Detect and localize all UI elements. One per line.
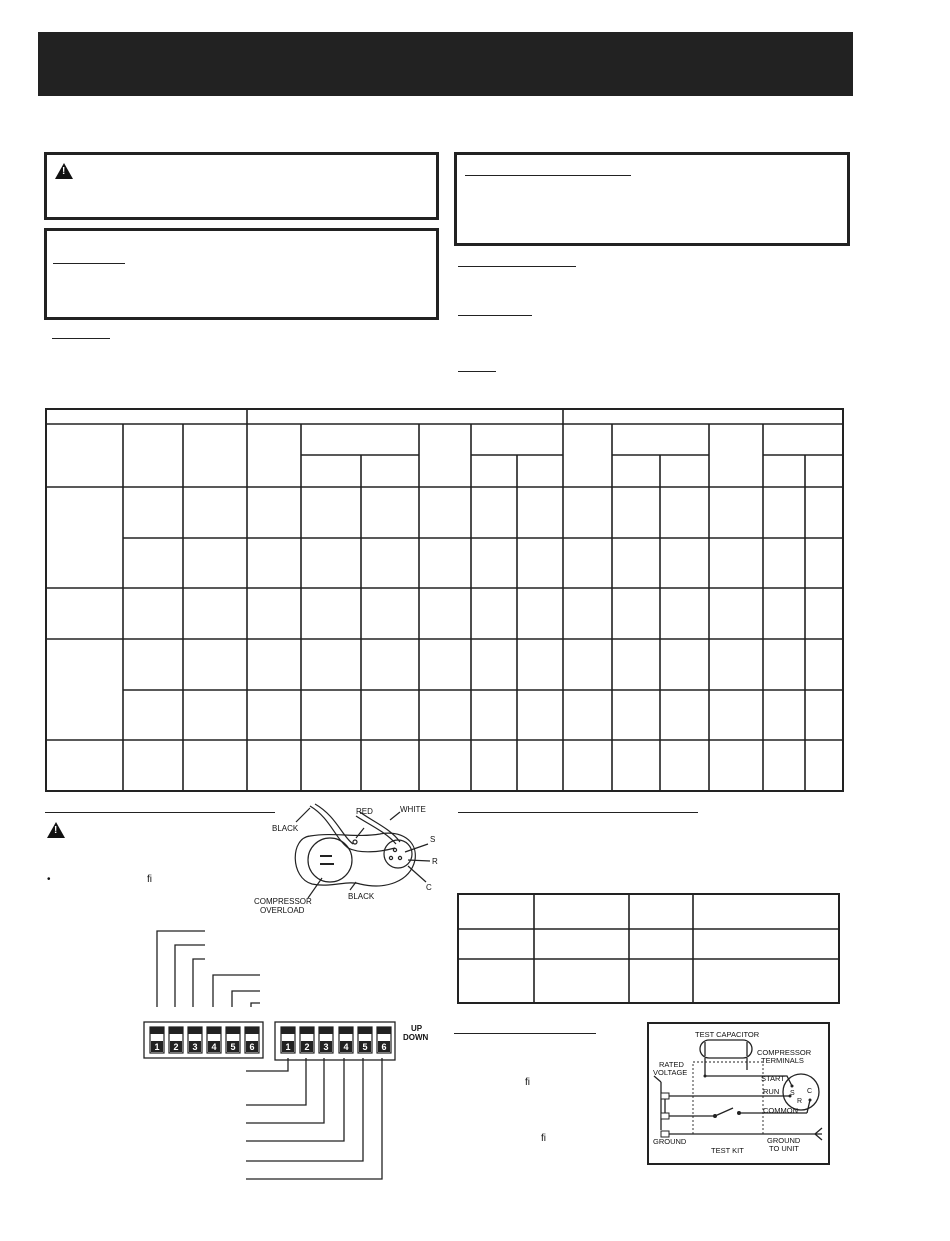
label-overload: OVERLOAD bbox=[260, 906, 305, 915]
lower-right-heading-rule bbox=[458, 812, 698, 813]
right-switch-1-label: 1 bbox=[285, 1042, 291, 1052]
right-notice-box bbox=[454, 152, 850, 246]
capacitor-heading-rule bbox=[454, 1033, 596, 1034]
ligature-glyph: fi bbox=[147, 874, 152, 885]
label-ground: GROUND bbox=[653, 1137, 687, 1146]
left-switch-2-label: 2 bbox=[173, 1042, 179, 1052]
compressor-wiring-diagram bbox=[250, 798, 450, 920]
up-label: UP bbox=[411, 1024, 423, 1033]
bullet-dot: • bbox=[47, 874, 51, 885]
ligature-glyph-b: fi bbox=[541, 1133, 546, 1144]
label-common: COMMON bbox=[763, 1106, 798, 1115]
warning-box bbox=[44, 152, 439, 220]
label-voltage: VOLTAGE bbox=[653, 1068, 688, 1077]
label-black-top: BLACK bbox=[272, 824, 299, 833]
left-switch-4-label: 4 bbox=[211, 1042, 217, 1052]
label-terminal-s: S bbox=[790, 1090, 795, 1097]
label-rated: RATED bbox=[659, 1060, 684, 1069]
label-run: RUN bbox=[763, 1087, 780, 1096]
left-switch-5-label: 5 bbox=[230, 1042, 236, 1052]
label-compressor: COMPRESSOR bbox=[254, 897, 312, 906]
right-heading-rule-3 bbox=[458, 371, 496, 372]
ligature-glyph-a: fi bbox=[525, 1077, 530, 1088]
warning-triangle-icon: ! bbox=[55, 163, 73, 179]
label-ground-unit-1: GROUND bbox=[767, 1136, 801, 1145]
label-compressor-1: COMPRESSOR bbox=[757, 1048, 812, 1057]
section-heading-rule bbox=[52, 338, 110, 339]
label-test-capacitor: TEST CAPACITOR bbox=[695, 1030, 760, 1039]
label-black-bottom: BLACK bbox=[348, 892, 375, 901]
reference-table bbox=[457, 893, 840, 1004]
right-switch-3-label: 3 bbox=[323, 1042, 329, 1052]
left-switch-3-label: 3 bbox=[192, 1042, 198, 1052]
notice-box bbox=[44, 228, 439, 320]
right-switch-6-label: 6 bbox=[381, 1042, 387, 1052]
lower-left-heading-rule bbox=[45, 812, 275, 813]
caution-triangle-icon: ! bbox=[47, 822, 65, 838]
label-terminal-r: R bbox=[797, 1098, 803, 1105]
notice-heading-rule bbox=[53, 263, 125, 264]
left-switch-6-label: 6 bbox=[249, 1042, 255, 1052]
left-switch-1-label: 1 bbox=[154, 1042, 160, 1052]
label-r: R bbox=[432, 857, 438, 866]
label-red: RED bbox=[356, 807, 373, 816]
label-s: S bbox=[430, 835, 436, 844]
capacitor-test-diagram bbox=[647, 1022, 830, 1165]
label-terminal-c: C bbox=[807, 1088, 813, 1095]
dip-switch-diagram bbox=[140, 925, 440, 1183]
label-start: START bbox=[761, 1074, 785, 1083]
right-switch-4-label: 4 bbox=[343, 1042, 349, 1052]
right-heading-rule-1 bbox=[458, 266, 576, 267]
header-band bbox=[38, 32, 853, 96]
down-label: DOWN bbox=[403, 1033, 429, 1042]
label-test-kit: TEST KIT bbox=[711, 1146, 744, 1155]
label-compressor-2: TERMINALS bbox=[761, 1056, 804, 1065]
label-ground-unit-2: TO UNIT bbox=[769, 1144, 799, 1153]
right-box-heading-rule bbox=[465, 175, 631, 176]
specification-table bbox=[45, 408, 844, 792]
right-switch-5-label: 5 bbox=[362, 1042, 368, 1052]
right-heading-rule-2 bbox=[458, 315, 532, 316]
right-switch-2-label: 2 bbox=[304, 1042, 310, 1052]
label-c: C bbox=[426, 883, 432, 892]
label-white: WHITE bbox=[400, 805, 426, 814]
